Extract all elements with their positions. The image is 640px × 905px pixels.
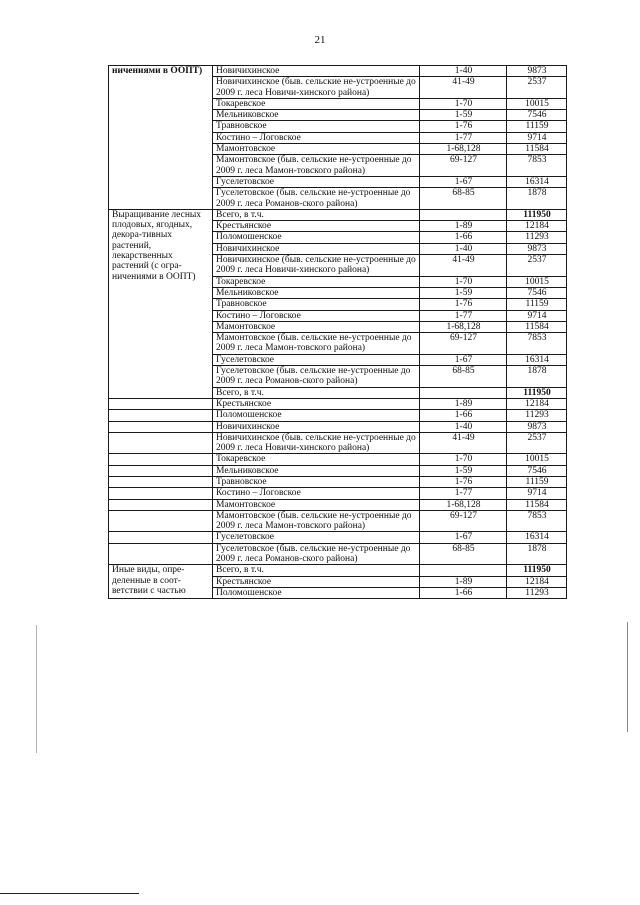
purpose-cell	[109, 432, 213, 454]
quarters-cell: 1-68,128	[420, 144, 507, 155]
quarters-cell: 1-59	[420, 110, 507, 121]
quarters-cell: 1-76	[420, 299, 507, 310]
quarters-cell: 68-85	[420, 366, 507, 388]
quarters-cell: 69-127	[420, 333, 507, 355]
purpose-cell	[109, 410, 213, 421]
area-cell: 7853	[507, 333, 567, 355]
purpose-cell	[109, 476, 213, 487]
forestry-name-cell: Костино – Логовское	[213, 488, 420, 499]
forestry-name-cell: Поломошенское	[213, 232, 420, 243]
quarters-cell: 1-66	[420, 587, 507, 598]
quarters-cell: 1-89	[420, 398, 507, 409]
area-cell: 111950	[507, 387, 567, 398]
purpose-cell	[109, 421, 213, 432]
forestry-name-cell: Поломошенское	[213, 587, 420, 598]
area-cell: 12184	[507, 398, 567, 409]
quarters-cell: 1-66	[420, 410, 507, 421]
quarters-cell: 1-68,128	[420, 321, 507, 332]
area-cell: 9873	[507, 66, 567, 77]
table-row	[109, 565, 567, 576]
forestry-name-cell: Крестьянское	[213, 398, 420, 409]
area-cell: 11159	[507, 299, 567, 310]
area-cell: 12184	[507, 576, 567, 587]
quarters-cell: 1-67	[420, 532, 507, 543]
table-row	[109, 410, 567, 421]
purpose-cell: Выращивание лесных плодовых, ягодных, декора-тивных растений, лекарственных растений (с огра-ничениями в ООПТ)	[109, 209, 213, 398]
area-cell: 16314	[507, 532, 567, 543]
table-row	[109, 510, 567, 532]
area-cell: 11293	[507, 587, 567, 598]
area-cell: 11584	[507, 499, 567, 510]
forestry-name-cell: Всего, в т.ч.	[213, 209, 420, 220]
forestry-name-cell: Мамонтовское	[213, 144, 420, 155]
quarters-cell: 1-66	[420, 232, 507, 243]
table-row	[109, 454, 567, 465]
area-cell: 12184	[507, 221, 567, 232]
forestry-name-cell: Травновское	[213, 121, 420, 132]
forestry-name-cell: Гуселетовское	[213, 354, 420, 365]
quarters-cell: 41-49	[420, 432, 507, 454]
forestry-name-cell: Новичихинское	[213, 243, 420, 254]
purpose-cell: Иные виды, опре-деленные в соот-ветствии с частью	[109, 565, 213, 599]
quarters-cell: 1-59	[420, 465, 507, 476]
quarters-cell: 1-67	[420, 354, 507, 365]
purpose-cell	[109, 499, 213, 510]
table-row	[109, 66, 567, 77]
area-cell: 2537	[507, 77, 567, 99]
forestry-name-cell: Гуселетовское	[213, 532, 420, 543]
forestry-name-cell: Гуселетовское (быв. сельские не-устроенные до 2009 г. леса Романов-ского района)	[213, 188, 420, 210]
quarters-cell: 1-59	[420, 287, 507, 298]
area-cell: 11159	[507, 476, 567, 487]
table-body	[109, 66, 567, 599]
purpose-cell	[109, 532, 213, 543]
area-cell: 11293	[507, 232, 567, 243]
area-cell: 11159	[507, 121, 567, 132]
area-cell: 1878	[507, 543, 567, 565]
scan-mark-right	[627, 622, 628, 732]
table-row	[109, 532, 567, 543]
quarters-cell: 1-89	[420, 576, 507, 587]
forestry-name-cell: Гуселетовское (быв. сельские не-устроенные до 2009 г. леса Романов-ского района)	[213, 366, 420, 388]
area-cell: 111950	[507, 209, 567, 220]
forestry-name-cell: Крестьянское	[213, 576, 420, 587]
quarters-cell: 1-70	[420, 98, 507, 109]
quarters-cell: 1-77	[420, 132, 507, 143]
forestry-name-cell: Мамонтовское	[213, 499, 420, 510]
purpose-cell	[109, 488, 213, 499]
quarters-cell: 1-40	[420, 421, 507, 432]
table-row	[109, 398, 567, 409]
scan-mark-left	[36, 625, 37, 753]
table-row	[109, 488, 567, 499]
quarters-cell: 69-127	[420, 155, 507, 177]
quarters-cell: 41-49	[420, 255, 507, 277]
quarters-cell: 1-40	[420, 66, 507, 77]
forestry-name-cell: Всего, в т.ч.	[213, 387, 420, 398]
area-cell: 7546	[507, 110, 567, 121]
area-cell: 9714	[507, 310, 567, 321]
forestry-name-cell: Костино – Логовское	[213, 310, 420, 321]
forestry-name-cell: Мельниковское	[213, 465, 420, 476]
forestry-name-cell: Новичихинское	[213, 66, 420, 77]
table-row	[109, 421, 567, 432]
table-row	[109, 476, 567, 487]
table-row	[109, 499, 567, 510]
quarters-cell: 1-70	[420, 276, 507, 287]
area-cell: 11293	[507, 410, 567, 421]
forestry-name-cell: Костино – Логовское	[213, 132, 420, 143]
forestry-name-cell: Мамонтовское	[213, 321, 420, 332]
table-row	[109, 209, 567, 220]
forestry-name-cell: Мамонтовское (быв. сельские не-устроенные до 2009 г. леса Мамон-товского района)	[213, 333, 420, 355]
forestry-name-cell: Токаревское	[213, 98, 420, 109]
forestry-name-cell: Новичихинское	[213, 421, 420, 432]
area-cell: 9714	[507, 132, 567, 143]
forestry-name-cell: Гуселетовское	[213, 176, 420, 187]
quarters-cell: 68-85	[420, 543, 507, 565]
area-cell: 7546	[507, 465, 567, 476]
purpose-cell: ничениями в ООПТ)	[109, 66, 213, 210]
forestry-name-cell: Крестьянское	[213, 221, 420, 232]
quarters-cell: 1-77	[420, 488, 507, 499]
page-number: 21	[314, 34, 326, 46]
area-cell: 7546	[507, 287, 567, 298]
purpose-cell	[109, 398, 213, 409]
area-cell: 111950	[507, 565, 567, 576]
forestry-name-cell: Токаревское	[213, 454, 420, 465]
forestry-name-cell: Мамонтовское (быв. сельские не-устроенные до 2009 г. леса Мамон-товского района)	[213, 155, 420, 177]
forestry-name-cell: Новичихинское (быв. сельские не-устроенные до 2009 г. леса Новичи-хинского района)	[213, 77, 420, 99]
purpose-cell	[109, 454, 213, 465]
forestry-name-cell: Новичихинское (быв. сельские не-устроенные до 2009 г. леса Новичи-хинского района)	[213, 255, 420, 277]
area-cell: 9873	[507, 243, 567, 254]
area-cell: 10015	[507, 454, 567, 465]
quarters-cell: 1-70	[420, 454, 507, 465]
area-cell: 7853	[507, 155, 567, 177]
table-row	[109, 432, 567, 454]
quarters-cell	[420, 565, 507, 576]
area-cell: 10015	[507, 98, 567, 109]
forestry-name-cell: Всего, в т.ч.	[213, 565, 420, 576]
area-cell: 9873	[507, 421, 567, 432]
area-cell: 11584	[507, 144, 567, 155]
footnote-rule	[0, 893, 139, 894]
forestry-name-cell: Токаревское	[213, 276, 420, 287]
purpose-cell	[109, 465, 213, 476]
area-cell: 16314	[507, 354, 567, 365]
quarters-cell: 1-76	[420, 476, 507, 487]
purpose-cell	[109, 510, 213, 532]
table-row	[109, 543, 567, 565]
area-cell: 7853	[507, 510, 567, 532]
forestry-name-cell: Гуселетовское (быв. сельские не-устроенные до 2009 г. леса Романов-ского района)	[213, 543, 420, 565]
area-cell: 16314	[507, 176, 567, 187]
forestry-name-cell: Мельниковское	[213, 110, 420, 121]
quarters-cell: 1-68,128	[420, 499, 507, 510]
area-cell: 1878	[507, 366, 567, 388]
quarters-cell: 1-77	[420, 310, 507, 321]
quarters-cell: 1-40	[420, 243, 507, 254]
area-cell: 1878	[507, 188, 567, 210]
forestry-table	[108, 65, 567, 599]
quarters-cell: 68-85	[420, 188, 507, 210]
forestry-name-cell: Мельниковское	[213, 287, 420, 298]
quarters-cell: 1-89	[420, 221, 507, 232]
area-cell: 2537	[507, 432, 567, 454]
area-cell: 9714	[507, 488, 567, 499]
forestry-name-cell: Новичихинское (быв. сельские не-устроенные до 2009 г. леса Новичи-хинского района)	[213, 432, 420, 454]
quarters-cell: 69-127	[420, 510, 507, 532]
area-cell: 2537	[507, 255, 567, 277]
forestry-name-cell: Мамонтовское (быв. сельские не-устроенные до 2009 г. леса Мамон-товского района)	[213, 510, 420, 532]
quarters-cell	[420, 209, 507, 220]
quarters-cell: 41-49	[420, 77, 507, 99]
forestry-name-cell: Травновское	[213, 299, 420, 310]
area-cell: 10015	[507, 276, 567, 287]
purpose-cell	[109, 543, 213, 565]
forestry-name-cell: Поломошенское	[213, 410, 420, 421]
area-cell: 11584	[507, 321, 567, 332]
quarters-cell: 1-76	[420, 121, 507, 132]
quarters-cell	[420, 387, 507, 398]
table-row	[109, 465, 567, 476]
forestry-name-cell: Травновское	[213, 476, 420, 487]
quarters-cell: 1-67	[420, 176, 507, 187]
